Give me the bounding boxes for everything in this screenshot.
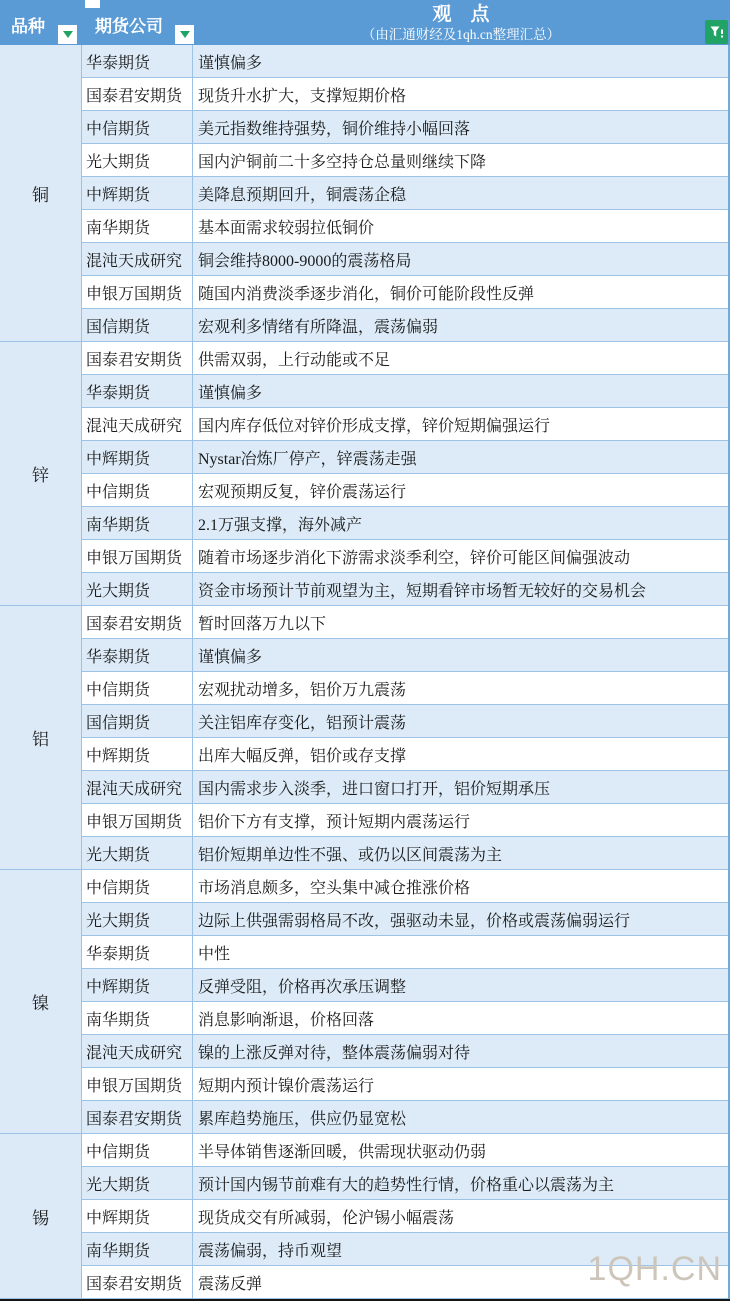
view-cell: 美元指数维持强势，铜价维持小幅回落 [192,111,728,143]
company-cell: 华泰期货 [86,945,151,963]
filter-funnel-button[interactable] [705,20,728,44]
company-cell: 光大期货 [86,582,151,600]
table-row [82,1200,728,1233]
view-cell: 宏观预期反复，锌价震荡运行 [192,474,728,506]
table-row [82,1002,728,1035]
view-cell: 现货升水扩大，支撑短期价格 [192,78,728,110]
company-cell: 中辉期货 [86,450,151,468]
table-row [82,540,728,573]
view-cell: 谨慎偏多 [192,45,728,77]
view-cell: 出库大幅反弹，铝价或存支撑 [192,738,728,770]
company-cell: 申银万国期货 [86,1077,183,1095]
view-cell: 供需双弱，上行动能或不足 [192,342,728,374]
view-cell: 消息影响渐退，价格回落 [192,1002,728,1034]
view-cell: 国内需求步入淡季，进口窗口打开，铝价短期承压 [192,771,728,803]
table-row [82,210,728,243]
company-cell: 申银万国期货 [86,549,183,567]
view-cell: 随国内消费淡季逐步消化，铜价可能阶段性反弹 [192,276,728,308]
table-row [82,276,728,309]
table-row [82,837,728,870]
company-cell: 华泰期货 [86,384,151,402]
table-row [82,672,728,705]
company-cell: 国泰君安期货 [86,351,183,369]
company-cell: 南华期货 [86,516,151,534]
company-cell: 中信期货 [86,1143,151,1161]
table-row [82,408,728,441]
funnel-icon [709,25,724,40]
section-rows [82,1134,728,1299]
section-rows [82,342,728,606]
view-cell: 镍的上涨反弹对待，整体震荡偏弱对待 [192,1035,728,1067]
table-row [82,177,728,210]
table-row [82,1101,728,1134]
company-cell: 南华期货 [86,1242,151,1260]
company-cell: 光大期货 [86,846,151,864]
table-row [82,1233,728,1266]
table-row [82,342,728,375]
view-cell: 反弹受阻，价格再次承压调整 [192,969,728,1001]
view-cell: 短期内预计镍价震荡运行 [192,1068,728,1100]
view-cell: 国内沪铜前二十多空持仓总量则继续下降 [192,144,728,176]
company-cell: 混沌天成研究 [86,1044,183,1062]
view-cell: 国内库存低位对锌价形成支撑，锌价短期偏强运行 [192,408,728,440]
view-cell: 关注铝库存变化，铝预计震荡 [192,705,728,737]
view-cell: 中性 [192,936,728,968]
company-cell: 中辉期货 [86,186,151,204]
view-cell: 宏观利多情绪有所降温，震荡偏弱 [192,309,728,341]
table-row [82,474,728,507]
table-row [82,1167,728,1200]
section-rows [82,606,728,870]
view-cell: 震荡偏弱，持币观望 [192,1233,728,1265]
table-row [82,606,728,639]
table-row [82,936,728,969]
company-cell: 光大期货 [86,1176,151,1194]
company-cell: 南华期货 [86,219,151,237]
view-cell: 累库趋势施压，供应仍显宽松 [192,1101,728,1133]
company-cell: 国泰君安期货 [86,1110,183,1128]
table-row [82,45,728,78]
view-cell: 铜会维持8000-9000的震荡格局 [192,243,728,275]
filter-dropdown-icon [63,31,73,38]
variety-section [0,1134,728,1299]
company-cell: 国泰君安期货 [86,1275,183,1293]
company-cell: 华泰期货 [86,54,151,72]
table-row [82,771,728,804]
table-row [82,507,728,540]
view-cell: 现货成交有所减弱，伦沪锡小幅震荡 [192,1200,728,1232]
header-view-title: 观 点 [432,3,490,25]
view-cell: 市场消息颇多，空头集中减仓推涨价格 [192,870,728,902]
table-row [82,639,728,672]
company-cell: 国泰君安期货 [86,87,183,105]
table-row [82,111,728,144]
table-row [82,78,728,111]
view-cell: 铝价短期单边性不强、或仍以区间震荡为主 [192,837,728,869]
view-cell: 基本面需求较弱拉低铜价 [192,210,728,242]
header-company-label: 期货公司 [95,17,163,36]
table-row [82,870,728,903]
company-cell: 光大期货 [86,153,151,171]
view-cell: 暂时回落万九以下 [192,606,728,638]
company-cell: 华泰期货 [86,648,151,666]
table-row [82,969,728,1002]
table-row [82,573,728,606]
view-cell: Nystar冶炼厂停产，锌震荡走强 [192,441,728,473]
company-cell: 混沌天成研究 [86,417,183,435]
company-cell: 光大期货 [86,912,151,930]
view-cell: 边际上供强需弱格局不改，强驱动未显，价格或震荡偏弱运行 [192,903,728,935]
header-view-subtitle: （由汇通财经及1qh.cn整理汇总） [361,26,561,42]
company-cell: 国泰君安期货 [86,615,183,633]
filter-dropdown-icon [180,31,190,38]
company-cell: 中信期货 [86,483,151,501]
variety-section [0,606,728,870]
company-cell: 南华期货 [86,1011,151,1029]
company-cell: 中辉期货 [86,747,151,765]
table-row [82,144,728,177]
company-cell: 中信期货 [86,681,151,699]
table-row [82,1068,728,1101]
variety-cell: 锡 [0,1134,82,1299]
company-cell: 申银万国期货 [86,813,183,831]
company-cell: 混沌天成研究 [86,252,183,270]
table-row [82,804,728,837]
header-corner-artifact [85,0,100,8]
view-cell: 美降息预期回升，铜震荡企稳 [192,177,728,209]
variety-cell: 铝 [0,606,82,870]
company-cell: 中辉期货 [86,1209,151,1227]
view-cell: 资金市场预计节前观望为主，短期看锌市场暂无较好的交易机会 [192,573,728,605]
table-row [82,243,728,276]
company-cell: 国信期货 [86,714,151,732]
view-cell: 谨慎偏多 [192,639,728,671]
table-row [82,1266,728,1299]
view-cell: 预计国内锡节前难有大的趋势性行情，价格重心以震荡为主 [192,1167,728,1199]
header-view-cell [192,0,730,45]
view-cell: 2.1万强支撑，海外减产 [192,507,728,539]
view-cell: 震荡反弹 [192,1266,728,1298]
company-cell: 申银万国期货 [86,285,183,303]
company-cell: 中信期货 [86,120,151,138]
company-cell: 混沌天成研究 [86,780,183,798]
table-row [82,738,728,771]
view-cell: 宏观扰动增多，铝价万九震荡 [192,672,728,704]
variety-cell: 铜 [0,45,82,342]
table-row [82,705,728,738]
table-row [82,375,728,408]
header-variety-cell [0,0,82,45]
section-rows [82,45,728,342]
section-rows [82,870,728,1134]
table-row [82,903,728,936]
variety-section [0,45,728,342]
watermark-1qh-cn: 1QH.CN [587,1250,722,1288]
view-cell: 半导体销售逐渐回暖，供需现状驱动仍弱 [192,1134,728,1166]
company-cell: 中信期货 [86,879,151,897]
variety-section [0,870,728,1134]
company-cell: 国信期货 [86,318,151,336]
variety-filter-dropdown-button[interactable] [58,25,77,44]
header-variety-label: 品种 [11,17,45,36]
variety-section [0,342,728,606]
company-cell: 中辉期货 [86,978,151,996]
table-body [0,45,730,1299]
table-row [82,1035,728,1068]
table-row [82,441,728,474]
table-row [82,1134,728,1167]
view-cell: 随着市场逐步消化下游需求淡季利空，锌价可能区间偏强波动 [192,540,728,572]
variety-cell: 镍 [0,870,82,1134]
view-cell: 谨慎偏多 [192,375,728,407]
table-row [82,309,728,342]
table-header [0,0,730,45]
view-cell: 铝价下方有支撑，预计短期内震荡运行 [192,804,728,836]
variety-cell: 锌 [0,342,82,606]
